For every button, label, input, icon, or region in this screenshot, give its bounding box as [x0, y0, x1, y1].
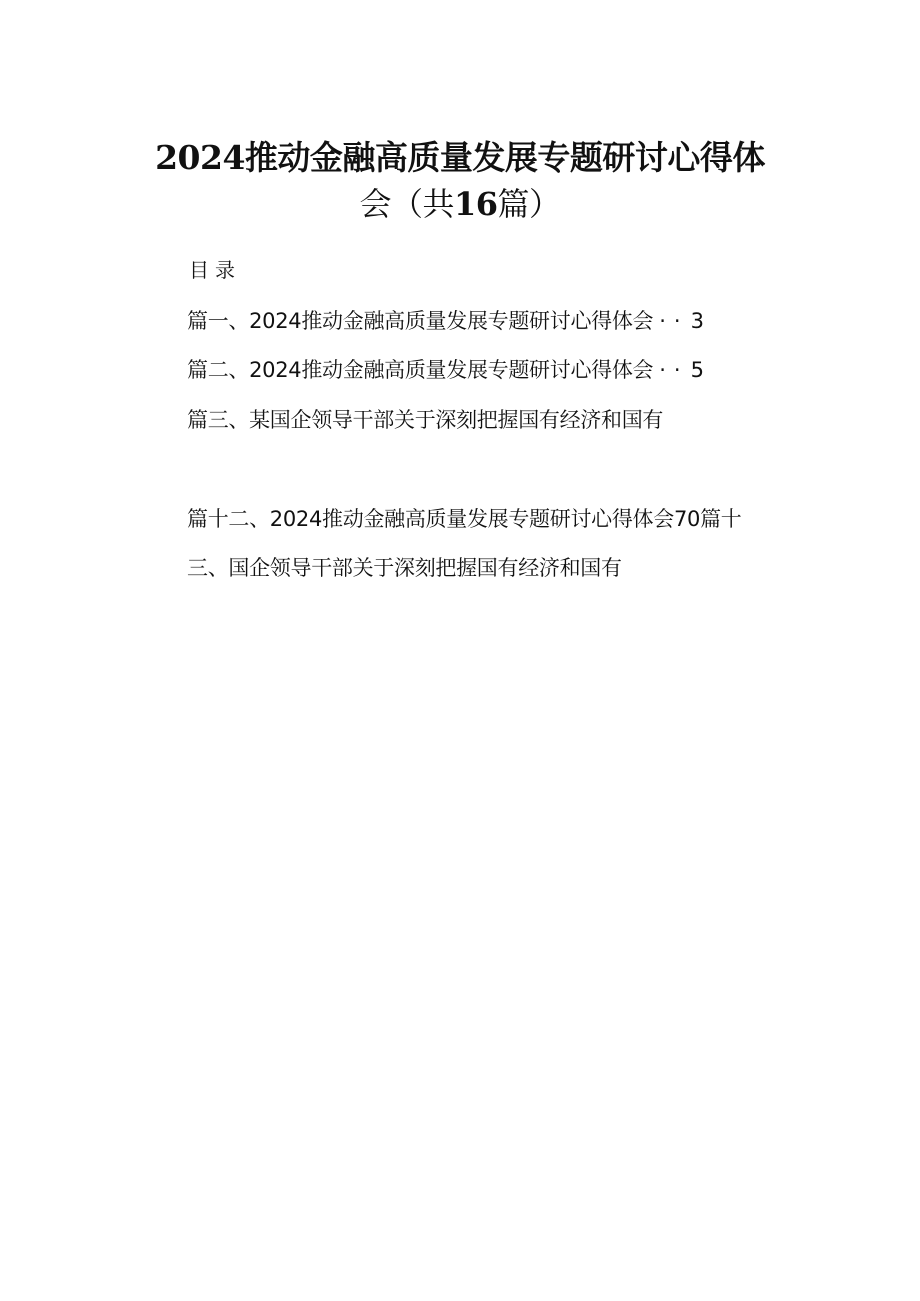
toc-entry-text: 篇一、2024推动金融高质量发展专题研讨心得体会: [187, 309, 654, 333]
document-title-line-2: [140, 180, 780, 228]
toc-heading: 目录: [189, 258, 241, 282]
toc-page-number: 5: [690, 358, 704, 382]
title-count: 16: [453, 185, 498, 223]
toc-entry[interactable]: [187, 355, 704, 385]
toc-entry[interactable]: [187, 306, 704, 336]
toc-entry-text: 篇十二、2024推动金融高质量发展专题研讨心得体会70篇十: [187, 507, 742, 531]
toc-entry-text: 篇三、某国企领导干部关于深刻把握国有经济和国有: [187, 408, 664, 432]
toc-entry-continuation[interactable]: [187, 553, 622, 583]
toc-page-number: 3: [690, 309, 704, 333]
document-title-line-1: 2024推动金融高质量发展专题研讨心得体: [155, 138, 765, 177]
toc-entry[interactable]: [187, 504, 741, 534]
toc-leader-dots: ··: [659, 309, 689, 333]
toc-leader-dots: ··: [659, 358, 689, 382]
toc-entry[interactable]: [187, 405, 663, 435]
title-prefix: 会（共: [359, 185, 454, 223]
toc-entry-text: 三、国企领导干部关于深刻把握国有经济和国有: [187, 556, 622, 580]
title-suffix: 篇）: [497, 185, 561, 223]
toc-entry-text: 篇二、2024推动金融高质量发展专题研讨心得体会: [187, 358, 654, 382]
